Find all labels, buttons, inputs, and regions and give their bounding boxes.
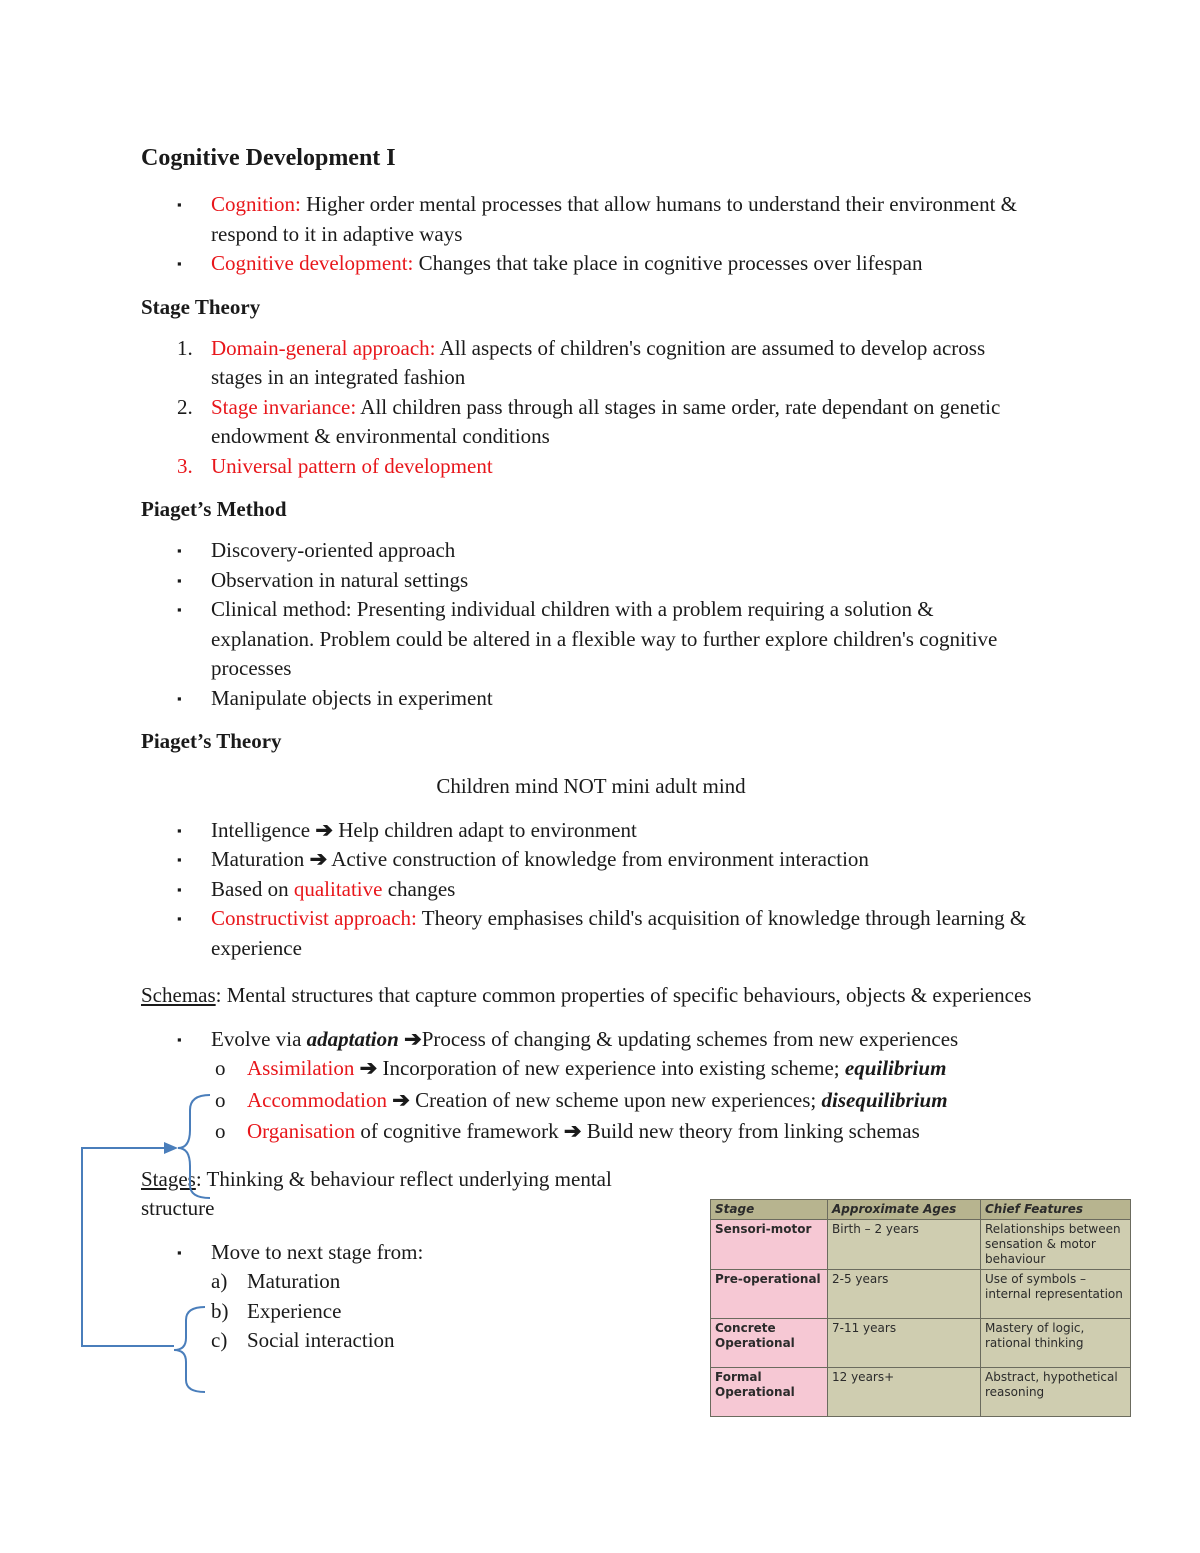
section-heading: Piaget’s Method [141,497,287,521]
document-page [141,142,1041,1356]
circle-bullet-icon: o [215,1087,226,1112]
centered-statement: Children mind NOT mini adult mind [436,774,746,798]
list-item: ▪ Cognition: Higher order mental processes that allow humans to understand their environment & respond to it in adaptive ways [177,192,1018,246]
arrow-icon: ➔ [359,1056,378,1080]
square-bullet-icon: ▪ [177,911,182,926]
list-item: c) Social interaction [211,1328,395,1352]
list-item: ▪ Clinical method: Presenting individual children with a problem requiring a solution & explanation. Problem could be altered in a flexible way to further explore children's cognitive processes [177,597,998,680]
square-bullet-icon: ▪ [177,690,182,706]
table-header-row [711,1200,1131,1220]
arrow-icon: ➔ [392,1087,410,1112]
square-bullet-icon: ▪ [177,256,182,271]
list-item: ▪ Evolve via adaptation ➔Process of changing & updating schemes from new experiences [141,1025,1041,1055]
section-heading: Stage Theory [141,294,261,319]
stage-theory-list [141,334,1041,482]
circle-bullet-icon: o [215,1119,226,1143]
table-cell: Pre-operational [711,1270,828,1319]
table-header: Chief Features [981,1200,1131,1220]
list-item: ▪ Cognitive development: Changes that take place in cognitive processes over lifespan [141,249,1041,279]
list-item: b) Experience [211,1298,342,1323]
table-cell: Abstract, hypothetical reasoning [981,1368,1131,1417]
list-item: ▪ Observation in natural settings [141,566,1041,596]
list-item: 1. Domain-general approach: All aspects of children's cognition are assumed to develop across stages in an integrated fashion [177,335,986,389]
list-item: a) Maturation [211,1269,341,1293]
list-item: 3. Universal pattern of development [177,453,493,478]
square-bullet-icon: ▪ [177,881,182,897]
list-item: o Assimilation ➔ Incorporation of new experience into existing scheme; equilibrium [141,1054,1041,1084]
table-cell: Relationships between sensation & motor behaviour [981,1220,1131,1270]
square-bullet-icon: ▪ [177,852,182,867]
list-item: ▪ Discovery-oriented approach [141,536,1041,566]
list-item: ▪ Manipulate objects in experiment [141,684,1041,714]
piaget-stages-table [710,1199,1131,1417]
table-cell: Use of symbols – internal representation [981,1270,1131,1319]
table-row [711,1368,1131,1417]
section-heading: Piaget’s Theory [141,729,282,753]
adaptation-sublist [141,1054,1041,1147]
list-item: ▪ Constructivist approach: Theory emphasises child's acquisition of knowledge through learning & experience [177,906,1027,960]
stages-paragraph: Stages: Thinking & behaviour reflect underlying mental structure [141,1166,612,1220]
arrow-icon: ➔ [309,847,328,871]
list-item: o Accommodation ➔ Creation of new scheme upon new experiences; disequilibrium [141,1086,1041,1116]
list-item: ▪ Based on qualitative changes [141,875,1041,905]
square-bullet-icon: ▪ [177,1244,182,1260]
list-item: 2. Stage invariance: All children pass through all stages in same order, rate dependant on genetic endowment & environmental conditions [177,394,1001,448]
intro-list [141,190,1041,279]
square-bullet-icon: ▪ [177,572,182,588]
table-row [711,1319,1131,1368]
method-list [141,536,1041,713]
table-cell: Concrete Operational [711,1319,828,1368]
table-cell: Sensori-motor [711,1220,828,1270]
square-bullet-icon: ▪ [177,1031,182,1047]
list-item: ▪ Intelligence ➔ Help children adapt to environment [141,816,1041,846]
table-cell: Birth – 2 years [828,1220,981,1270]
square-bullet-icon: ▪ [177,197,182,212]
table-cell: 12 years+ [828,1368,981,1417]
list-item: ▪ Move to next stage from: [141,1238,1041,1268]
square-bullet-icon: ▪ [177,822,182,838]
table-cell: 2-5 years [828,1270,981,1319]
table-cell: 7-11 years [828,1319,981,1368]
square-bullet-icon: ▪ [177,602,182,617]
theory-list [141,816,1041,964]
table-row [711,1220,1131,1270]
table-row [711,1270,1131,1319]
arrow-icon: ➔ [563,1119,582,1143]
arrow-icon: ➔ [315,817,333,842]
table-cell: Formal Operational [711,1368,828,1417]
schemas-list [141,1025,1041,1055]
table-header: Approximate Ages [828,1200,981,1220]
page-title: Cognitive Development I [141,145,396,171]
table-header: Stage [711,1200,828,1220]
table-cell: Mastery of logic, rational thinking [981,1319,1131,1368]
circle-bullet-icon: o [215,1056,226,1080]
arrow-icon: ➔ [404,1026,422,1051]
square-bullet-icon: ▪ [177,543,182,558]
schemas-paragraph: Schemas: Mental structures that capture common properties of specific behaviours, objects & experiences [141,983,1032,1007]
list-item: o Organisation of cognitive framework ➔ Build new theory from linking schemas [141,1117,1041,1147]
list-item: ▪ Maturation ➔ Active construction of knowledge from environment interaction [141,845,1041,875]
